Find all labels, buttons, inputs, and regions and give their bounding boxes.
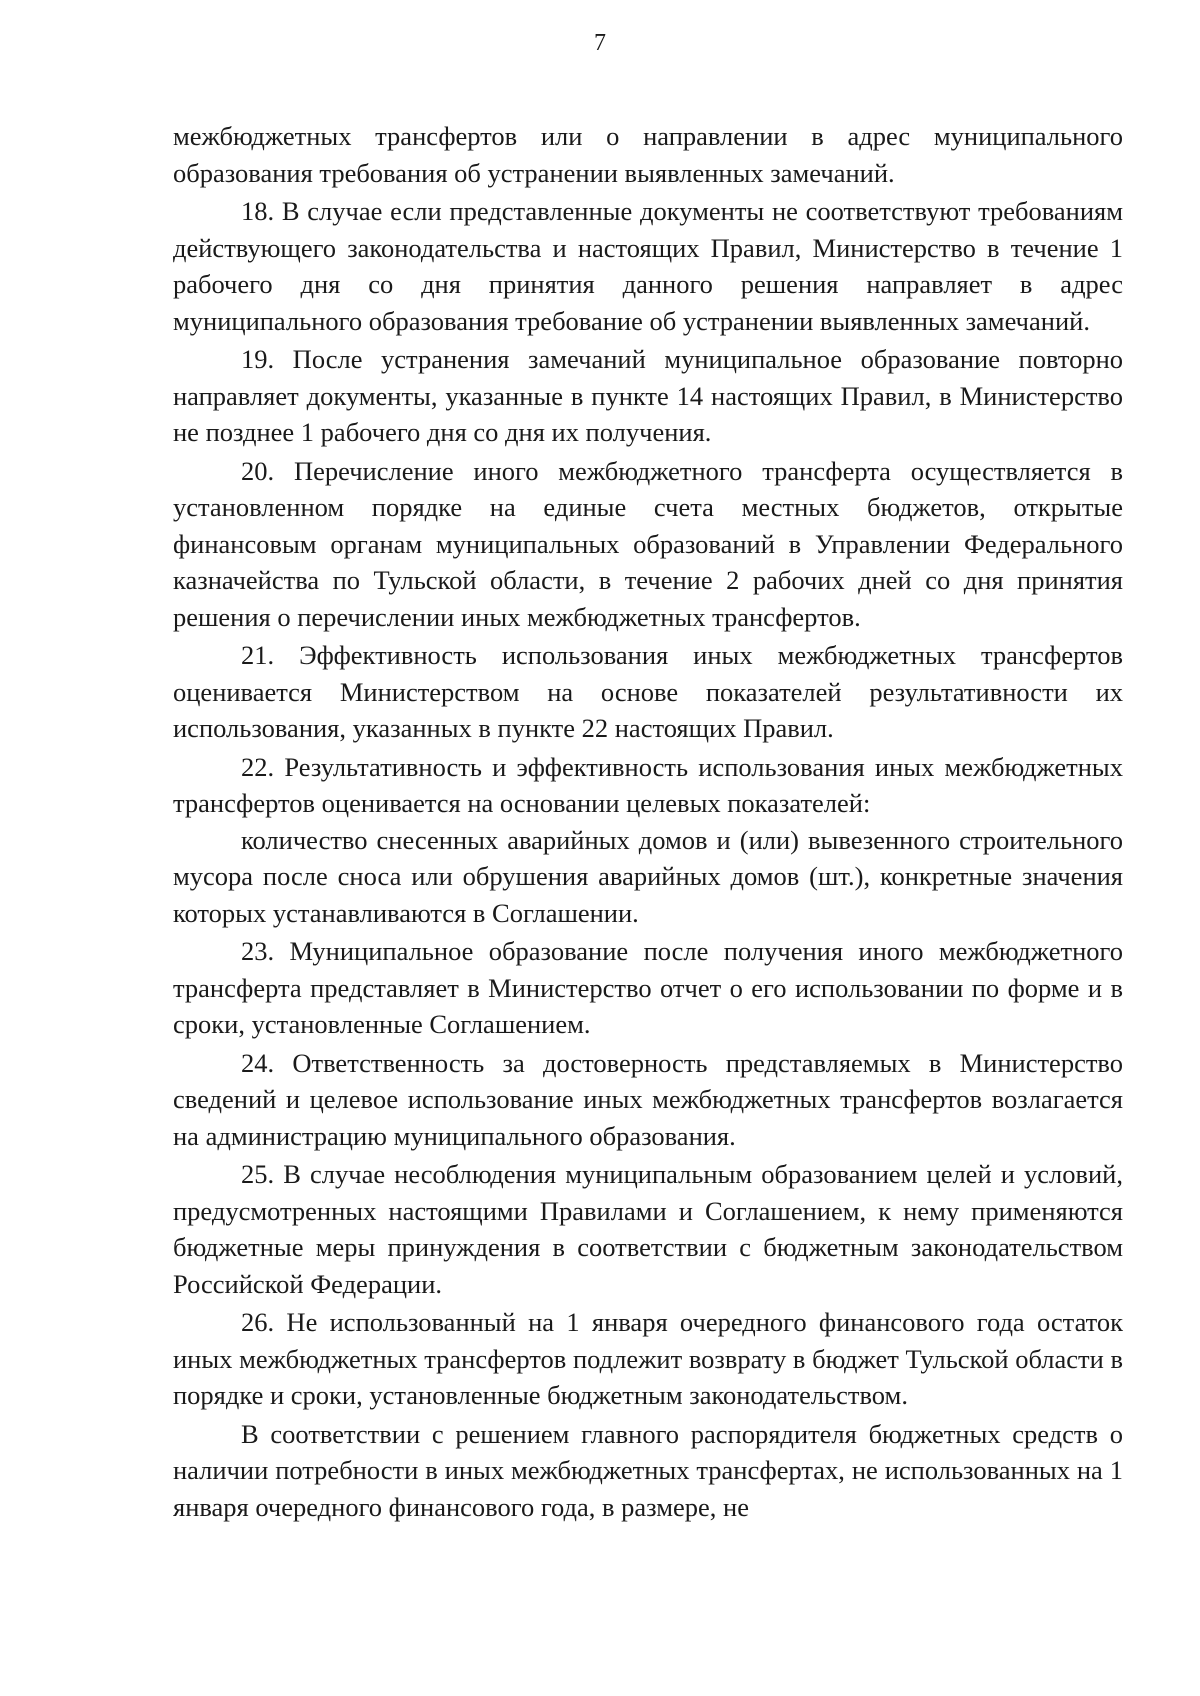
document-body <box>173 118 1123 1525</box>
paragraph-25: 25. В случае несоблюдения муниципальным образованием целей и условий, предусмотренных настоящими Правилами и Соглашением, к нему применяются бюджетные меры принуждения в соответствии с бюджетным законодательством Российской Федерации. <box>173 1159 1123 1299</box>
paragraph-23: 23. Муниципальное образование после получения иного межбюджетного трансферта представляет в Министерство отчет о его использовании по форме и в сроки, установленные Соглашением. <box>173 936 1123 1039</box>
paragraph-continuation: межбюджетных трансфертов или о направлении в адрес муниципального образования требования об устранении выявленных замечаний. <box>173 121 1123 188</box>
paragraph-20: 20. Перечисление иного межбюджетного трансферта осуществляется в установленном порядке на единые счета местных бюджетов, открытые финансовым органам муниципальных образований в Управлении Федерального казначейства по Тульской области, в течение 2 рабочих дней со дня принятия решения о перечислении иных межбюджетных трансфертов. <box>173 455 1123 632</box>
paragraph-22: 22. Результативность и эффективность использования иных межбюджетных трансфертов оценивается на основании целевых показателей: <box>173 751 1123 818</box>
paragraph-18: 18. В случае если представленные документы не соответствуют требованиям действующего законодательства и настоящих Правил, Министерство в течение 1 рабочего дня со дня принятия данного решения направляет в адрес муниципального образования требование об устранении выявленных замечаний. <box>173 196 1123 336</box>
paragraph-26: 26. Не использованный на 1 января очередного финансового года остаток иных межбюджетных трансфертов подлежит возврату в бюджет Тульской области в порядке и сроки, установленные бюджетным законодательством. <box>173 1307 1123 1410</box>
paragraph-21: 21. Эффективность использования иных межбюджетных трансфертов оценивается Министерством на основе показателей результативности их использования, указанных в пункте 22 настоящих Правил. <box>173 640 1123 743</box>
paragraph-22-indicators: количество снесенных аварийных домов и (или) вывезенного строительного мусора после сноса или обрушения аварийных домов (шт.), конкретные значения которых устанавливаются в Соглашении. <box>173 824 1123 928</box>
paragraph-24: 24. Ответственность за достоверность представляемых в Министерство сведений и целевое использование иных межбюджетных трансфертов возлагается на администрацию муниципального образования. <box>173 1047 1123 1151</box>
page-number: 7 <box>594 30 606 56</box>
paragraph-26-continuation: В соответствии с решением главного распорядителя бюджетных средств о наличии потребности в иных межбюджетных трансфертах, не использованных на 1 января очередного финансового года, в размере, не <box>173 1418 1123 1522</box>
paragraph-19: 19. После устранения замечаний муниципальное образование повторно направляет документы, указанные в пункте 14 настоящих Правил, в Министерство не позднее 1 рабочего дня со дня их получения. <box>173 344 1123 447</box>
